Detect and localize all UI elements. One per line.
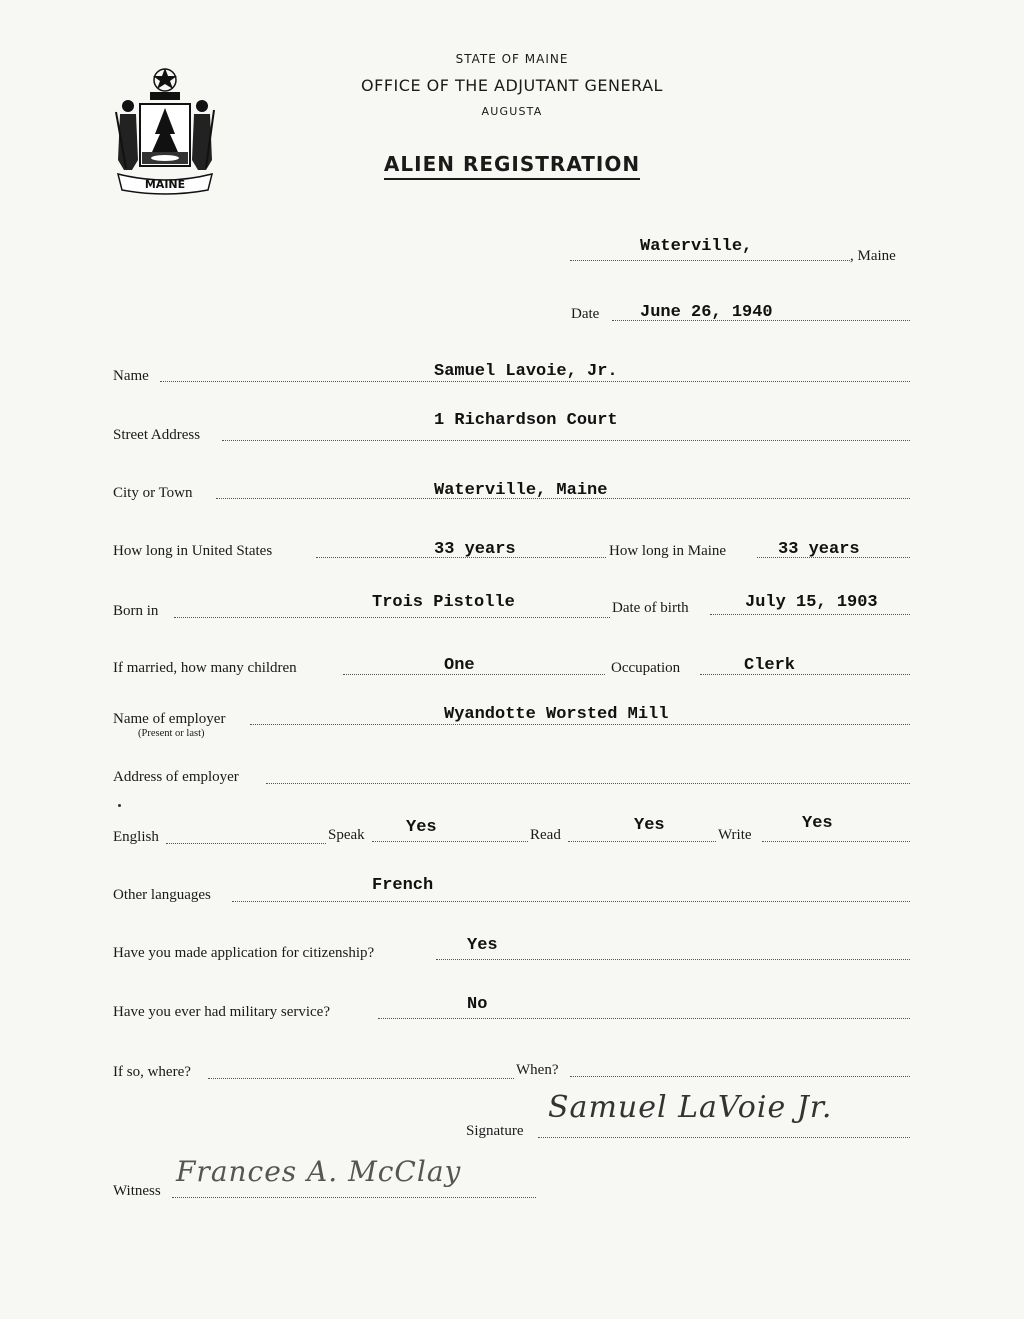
town-line: [570, 260, 850, 261]
english-label: English: [113, 829, 159, 845]
military-label: Have you ever had military service?: [113, 1004, 330, 1020]
how-long-maine-label: How long in Maine: [609, 543, 727, 559]
how-long-maine-value: 33 years: [778, 540, 860, 559]
date-of-birth-label: Date of birth: [612, 600, 689, 616]
when-label: When?: [516, 1062, 559, 1078]
how-long-us-label: How long in United States: [113, 543, 273, 559]
born-in-line: [174, 617, 610, 618]
employer-sublabel: (Present or last): [138, 728, 205, 739]
read-line: [568, 841, 716, 842]
date-of-birth-line: [710, 614, 910, 615]
employer-address-line: [266, 783, 910, 784]
name-value: Samuel Lavoie, Jr.: [434, 362, 618, 381]
city-heading: AUGUSTA: [481, 105, 543, 118]
speak-label: Speak: [328, 827, 365, 843]
maine-label: , Maine: [850, 248, 896, 264]
occupation-line: [700, 674, 910, 675]
speak-line: [372, 841, 528, 842]
witness-value: Frances A. McClay: [176, 1155, 462, 1188]
stray-mark: [118, 804, 121, 807]
other-languages-label: Other languages: [113, 887, 211, 903]
citizenship-label: Have you made application for citizenship?: [113, 945, 375, 961]
street-address-value: 1 Richardson Court: [434, 411, 618, 430]
employer-line: [250, 724, 910, 725]
form-title: [0, 152, 1024, 176]
read-label: Read: [530, 827, 561, 843]
where-label: If so, where?: [113, 1064, 191, 1080]
seal-text: MAINE: [144, 178, 186, 191]
write-label: Write: [718, 827, 752, 843]
signature-label: Signature: [466, 1123, 524, 1139]
read-value: Yes: [634, 816, 665, 835]
write-value: Yes: [802, 814, 833, 833]
date-label: Date: [571, 306, 600, 322]
children-label: If married, how many children: [113, 660, 297, 676]
signature-line: [538, 1137, 910, 1138]
occupation-value: Clerk: [744, 656, 796, 675]
witness-label: Witness: [113, 1183, 161, 1199]
name-label: Name: [113, 368, 149, 384]
town-value: Waterville,: [640, 237, 753, 256]
date-of-birth-value: July 15, 1903: [745, 593, 878, 612]
born-in-label: Born in: [113, 603, 159, 619]
military-line: [378, 1018, 910, 1019]
employer-address-label: Address of employer: [113, 769, 239, 785]
signature-value: Samuel LaVoie Jr.: [548, 1090, 833, 1125]
english-line: [166, 843, 326, 844]
city-label: City or Town: [113, 485, 193, 501]
write-line: [762, 841, 910, 842]
witness-line: [172, 1197, 536, 1198]
born-in-value: Trois Pistolle: [372, 593, 515, 612]
state-heading: STATE OF MAINE: [455, 52, 569, 66]
how-long-us-value: 33 years: [434, 540, 516, 559]
name-line: [160, 381, 910, 382]
speak-value: Yes: [406, 818, 437, 837]
occupation-label: Occupation: [611, 660, 681, 676]
citizenship-value: Yes: [467, 936, 498, 955]
citizenship-line: [436, 959, 910, 960]
children-value: One: [444, 656, 475, 675]
street-address-label: Street Address: [113, 427, 201, 443]
street-address-line: [222, 440, 910, 441]
employer-label: Name of employer: [113, 711, 226, 727]
other-languages-value: French: [372, 876, 434, 895]
military-value: No: [467, 995, 488, 1014]
employer-value: Wyandotte Worsted Mill: [444, 705, 669, 724]
where-line: [208, 1078, 514, 1079]
office-heading: OFFICE OF THE ADJUTANT GENERAL: [361, 76, 663, 95]
city-value: Waterville, Maine: [434, 481, 608, 500]
other-languages-line: [232, 901, 910, 902]
date-value: June 26, 1940: [640, 303, 773, 322]
form-title-text: ALIEN REGISTRATION: [384, 152, 640, 180]
when-line: [570, 1076, 910, 1077]
